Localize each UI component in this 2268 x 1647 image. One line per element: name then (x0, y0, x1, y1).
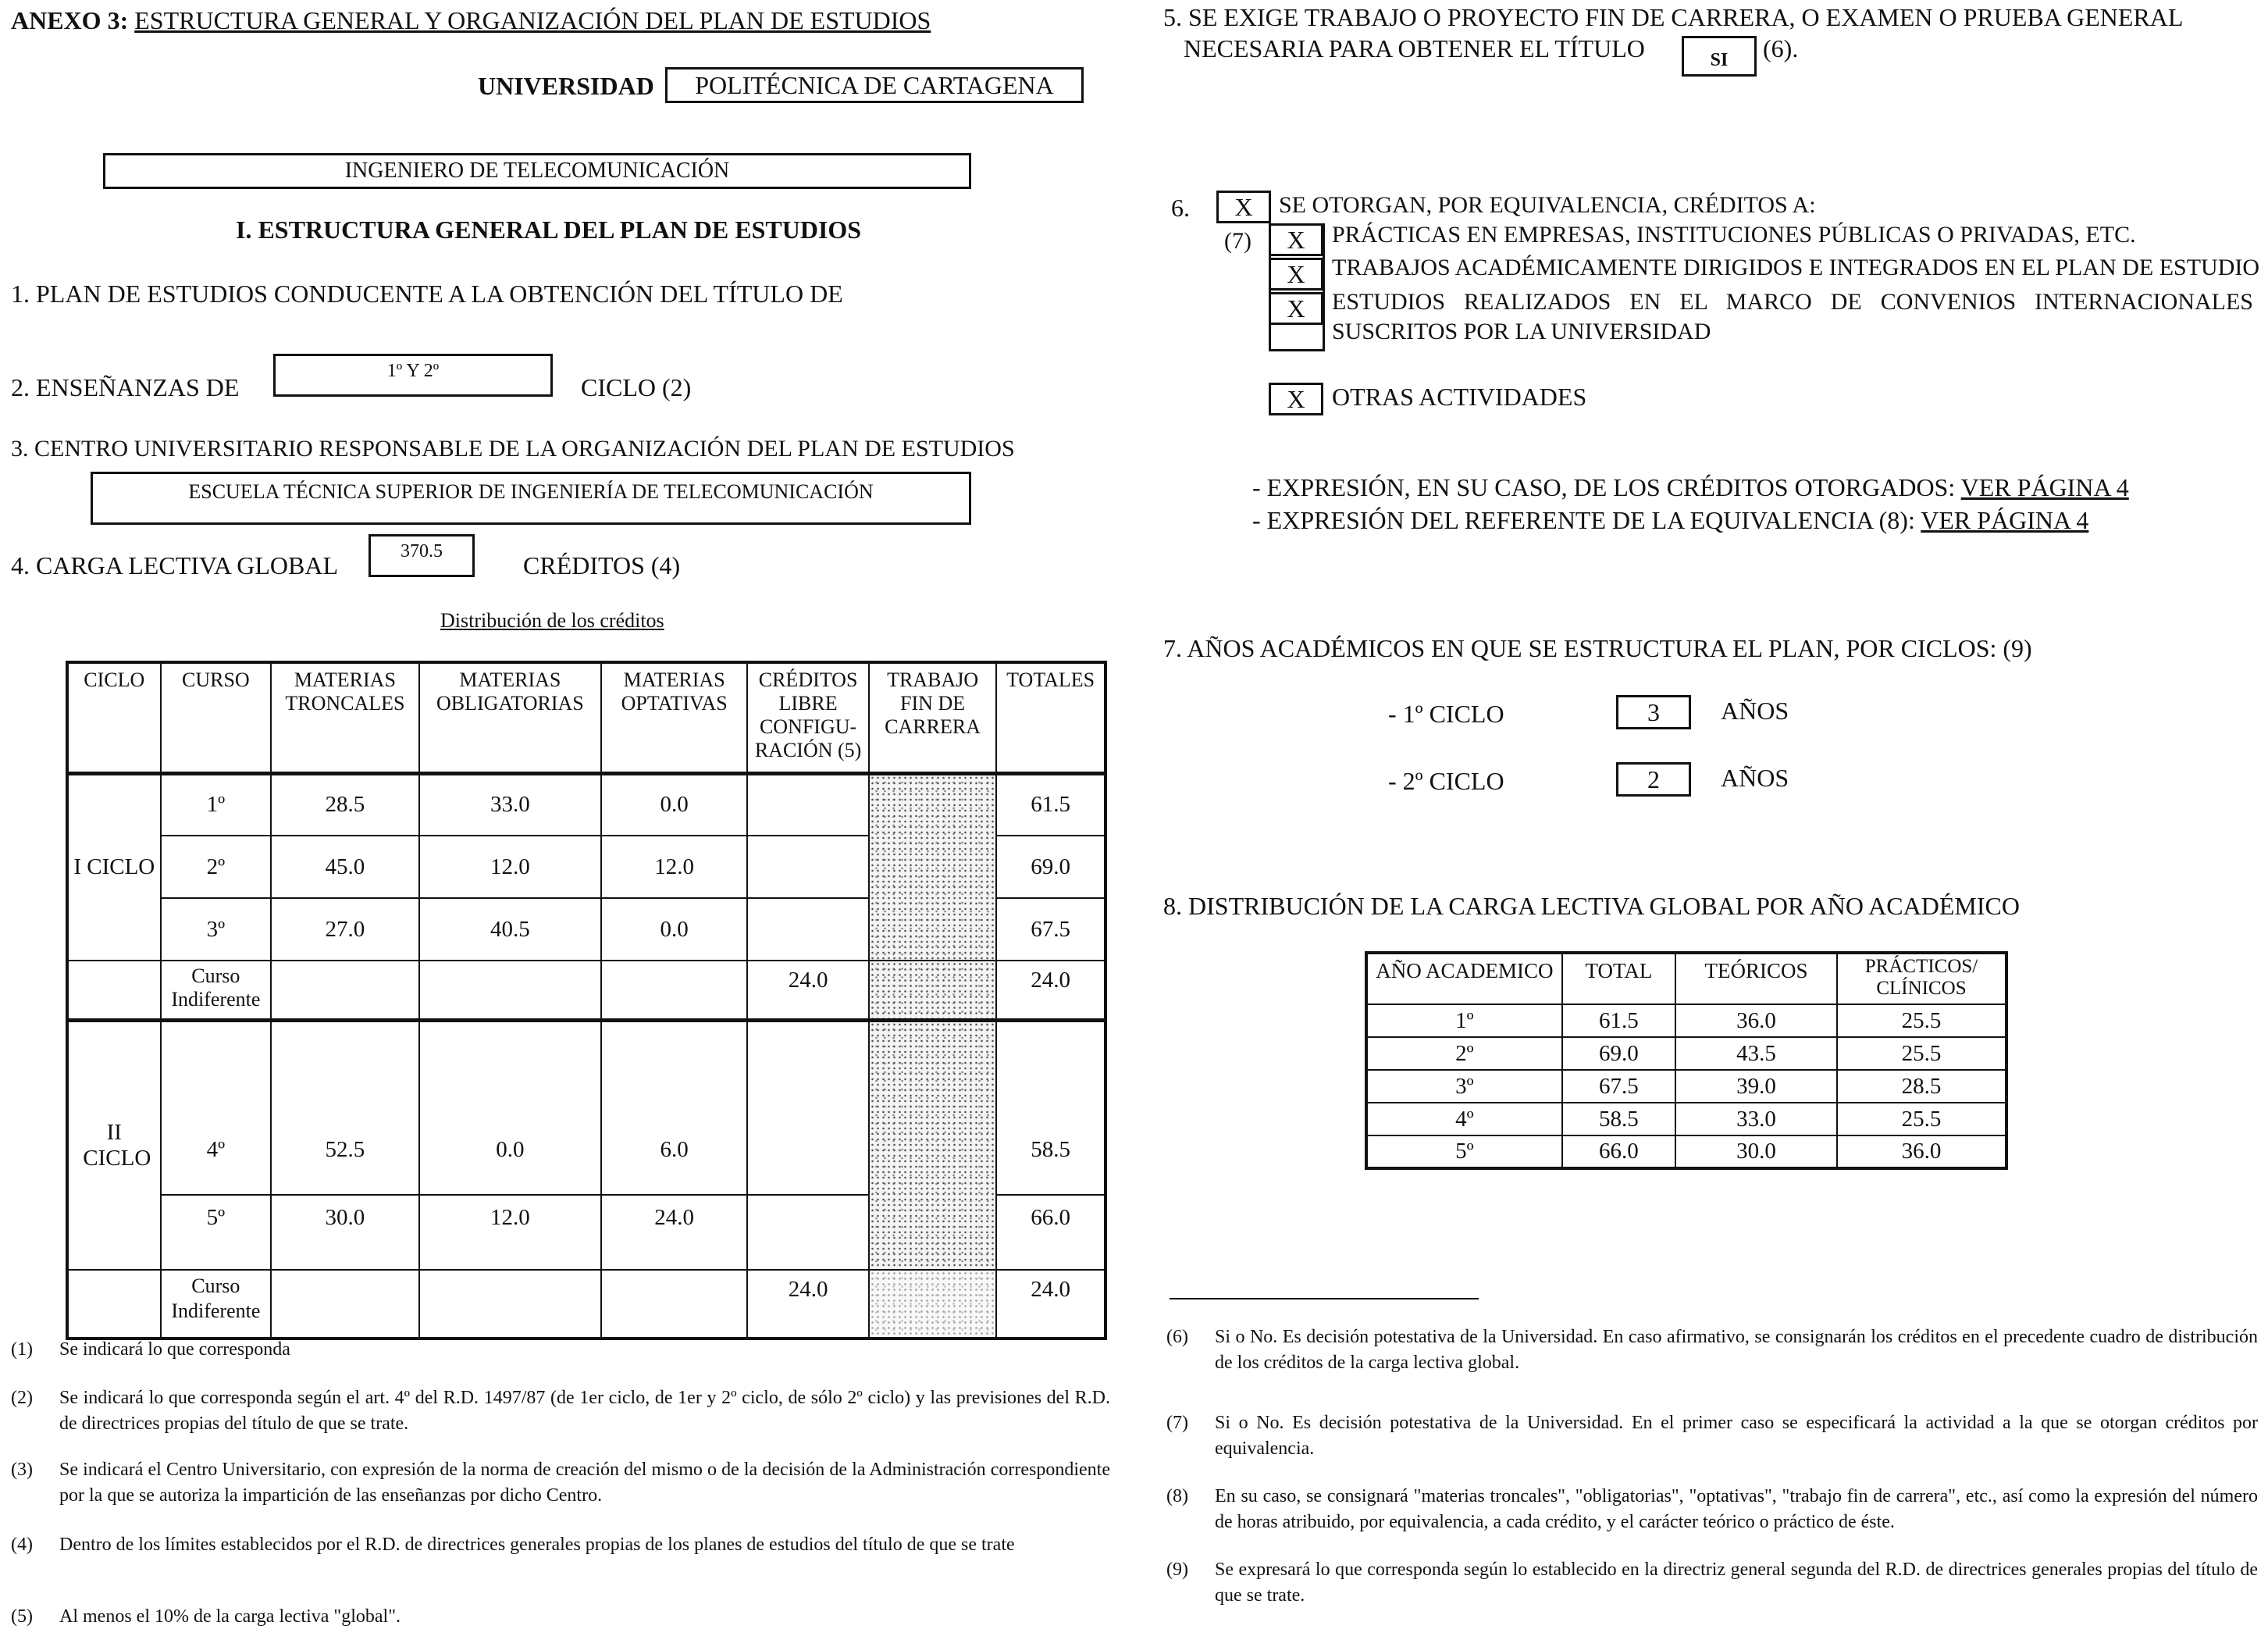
table-row (67, 1020, 1106, 1195)
equivalence-label: SE OTORGAN, POR EQUIVALENCIA, CRÉDITOS A: (1279, 192, 1816, 218)
teoricos-cell: 30.0 (1675, 1135, 1837, 1168)
annex-label: ANEXO 3: (11, 6, 129, 34)
university-field (665, 67, 1084, 103)
obligatorias-cell: 12.0 (419, 836, 601, 898)
troncales-cell: 45.0 (271, 836, 418, 898)
table-row (67, 1270, 1106, 1339)
header-totales: TOTALES (996, 662, 1106, 773)
year-cell: 4º (1366, 1103, 1562, 1135)
footnote-8 (1166, 1484, 2259, 1538)
footnote-number: (2) (11, 1388, 33, 1408)
footnote-2 (11, 1385, 1110, 1440)
year-table (1365, 951, 2008, 1170)
option-mark: X (1287, 225, 1305, 254)
item5-line1: 5. SE EXIGE TRABAJO O PROYECTO FIN DE CARRERA, O EXAMEN O PRUEBA GENERAL (1163, 3, 2184, 31)
option-mark: X (1287, 384, 1305, 413)
optativas-cell (601, 961, 747, 1020)
total-cell: 69.0 (1562, 1037, 1675, 1070)
table-row (67, 773, 1106, 836)
curso-cell: 4º (161, 1020, 272, 1195)
troncales-cell: 52.5 (271, 1020, 418, 1195)
center-field (91, 472, 971, 525)
item4-label: 4. CARGA LECTIVA GLOBAL (11, 551, 338, 579)
footnote-text: En su caso, se consignará "materias troncales", "obligatorias", "optativas", "trabajo fin de carrera", etc., así como la expresión del número de horas atribuido, por equivalencia, a cada crédito, y el carácter teórico o práctico de éste. (1215, 1486, 2258, 1532)
footnote-4 (11, 1532, 1104, 1587)
equivalence-checkbox[interactable] (1216, 191, 1271, 223)
practicos-cell: 25.5 (1837, 1004, 2006, 1037)
header-libre: CRÉDITOS LIBRE CONFIGU- RACIÓN (5) (747, 662, 869, 773)
footnote-text: Se indicará el Centro Universitario, con expresión de la norma de creación del mismo o de la decisión de la Administración correspondiente por la que se autoriza la impartición de las enseñanzas por dicho Centro. (59, 1460, 1110, 1506)
total-cell: 58.5 (1562, 1103, 1675, 1135)
cycle2-unit: AÑOS (1721, 764, 1789, 792)
footnote-number: (1) (11, 1339, 33, 1360)
header-ano: AÑO ACADEMICO (1366, 953, 1562, 1004)
cycle2-years-value: 2 (1647, 765, 1660, 793)
ciclo2-label: II CICLO (83, 1119, 151, 1171)
option-otras-label: OTRAS ACTIVIDADES (1332, 383, 1587, 411)
footnote-6 (1166, 1324, 2259, 1379)
item5-suffix: (6). (1763, 34, 1799, 62)
table-row (1366, 1037, 2006, 1070)
footnote-text: Si o No. Es decisión potestativa de la Universidad. En caso afirmativo, se consignarán los créditos en el precedente cuadro de distribución de los créditos de la carga lectiva global. (1215, 1327, 2258, 1373)
final-project-field (1682, 36, 1757, 77)
option-estudios-checkbox[interactable] (1269, 292, 1323, 325)
optativas-cell: 0.0 (601, 773, 747, 836)
annex-heading (11, 6, 931, 35)
obligatorias-cell: 40.5 (419, 898, 601, 961)
optativas-cell: 24.0 (601, 1195, 747, 1270)
curso-cell: Curso Indiferente (161, 961, 272, 1020)
item8-label: 8. DISTRIBUCIÓN DE LA CARGA LECTIVA GLOBAL POR AÑO ACADÉMICO (1163, 892, 2020, 920)
center-value: ESCUELA TÉCNICA SUPERIOR DE INGENIERÍA DE TELECOMUNICACIÓN (188, 480, 874, 503)
obligatorias-cell (419, 1270, 601, 1339)
table-row (1366, 1135, 2006, 1168)
table-row (67, 961, 1106, 1020)
expr1-label: - EXPRESIÓN, EN SU CASO, DE LOS CRÉDITOS OTORGADOS: (1252, 473, 1956, 501)
credits-table-caption: Distribución de los créditos (440, 609, 664, 632)
expr2-label: - EXPRESIÓN DEL REFERENTE DE LA EQUIVALENCIA (8): (1252, 506, 1915, 534)
item1-label: 1. PLAN DE ESTUDIOS CONDUCENTE A LA OBTENCIÓN DEL TÍTULO DE (11, 280, 843, 308)
libre-cell (747, 1195, 869, 1270)
options-bracket-bottom (1269, 349, 1325, 351)
ciclo1-cell: I CICLO (67, 773, 161, 961)
header-teoricos: TEÓRICOS (1675, 953, 1837, 1004)
total-cell: 67.5 (1562, 1070, 1675, 1103)
option-mark: X (1287, 259, 1305, 288)
table-row (1366, 1070, 2006, 1103)
table-row (1366, 1103, 2006, 1135)
footnote-number: (7) (1166, 1413, 1188, 1433)
table-row (1366, 1004, 2006, 1037)
curso-cell: Curso Indiferente (161, 1270, 272, 1339)
credits-total-field (369, 534, 475, 577)
ciclo1-empty-cell (67, 961, 161, 1020)
libre-cell: 24.0 (747, 961, 869, 1020)
footnote-text: Si o No. Es decisión potestativa de la Universidad. En el primer caso se especificará la actividad a la que se otorgan créditos por equivalencia. (1215, 1413, 2258, 1459)
header-obligatorias: MATERIAS OBLIGATORIAS (419, 662, 601, 773)
expr1-link[interactable]: VER PÁGINA 4 (1960, 473, 2129, 501)
university-label: UNIVERSIDAD (478, 72, 654, 100)
totales-cell: 69.0 (996, 836, 1106, 898)
optativas-cell: 0.0 (601, 898, 747, 961)
footnote-text: Al menos el 10% de la carga lectiva "global". (59, 1606, 401, 1627)
cycle1-label: - 1º CICLO (1388, 700, 1504, 728)
libre-cell (747, 1020, 869, 1195)
expr2-link[interactable]: VER PÁGINA 4 (1921, 506, 2089, 534)
item2-label: 2. ENSEÑANZAS DE (11, 373, 240, 401)
troncales-cell: 30.0 (271, 1195, 418, 1270)
curso-cell: 3º (161, 898, 272, 961)
header-practicos: PRÁCTICOS/ CLÍNICOS (1837, 953, 2006, 1004)
troncales-cell (271, 961, 418, 1020)
practicos-cell: 36.0 (1837, 1135, 2006, 1168)
practicos-cell: 25.5 (1837, 1103, 2006, 1135)
footnote-9 (1166, 1557, 2259, 1612)
troncales-cell: 27.0 (271, 898, 418, 961)
libre-cell: 24.0 (747, 1270, 869, 1339)
final-project-value: SI (1710, 50, 1729, 70)
footnote-number: (4) (11, 1535, 33, 1555)
total-cell: 66.0 (1562, 1135, 1675, 1168)
cycle1-unit: AÑOS (1721, 697, 1789, 725)
footnote-7 (1166, 1410, 2259, 1465)
header-trabajo: TRABAJO FIN DE CARRERA (869, 662, 996, 773)
trabajo-shaded-cell (869, 1020, 996, 1270)
item2-suffix: CICLO (2) (581, 373, 692, 401)
footnote-number: (5) (11, 1606, 33, 1627)
footnote-text: Se expresará lo que corresponda según lo establecido en la directriz general segunda del R.D. de directrices generales propias del título de que se trate. (1215, 1560, 2258, 1606)
trabajo-shaded-cell (869, 961, 996, 1020)
footnote-3 (11, 1457, 1110, 1512)
cycles-field (273, 354, 553, 397)
curso-cell: 5º (161, 1195, 272, 1270)
degree-field (103, 153, 971, 189)
obligatorias-cell: 0.0 (419, 1020, 601, 1195)
footnote-number: (9) (1166, 1560, 1188, 1580)
footnote-divider (1170, 1298, 1479, 1299)
year-cell: 1º (1366, 1004, 1562, 1037)
footnote-number: (3) (11, 1460, 33, 1480)
totales-cell: 58.5 (996, 1020, 1106, 1195)
total-cell: 61.5 (1562, 1004, 1675, 1037)
header-troncales: MATERIAS TRONCALES (271, 662, 418, 773)
item3-label: 3. CENTRO UNIVERSITARIO RESPONSABLE DE LA ORGANIZACIÓN DEL PLAN DE ESTUDIOS (11, 436, 1015, 462)
year-table-header (1366, 953, 2006, 1004)
credits-total-value: 370.5 (401, 541, 443, 561)
footnote-number: (8) (1166, 1486, 1188, 1506)
ciclo2-cell (67, 1020, 161, 1270)
footnote-text: Se indicará lo que corresponda según el art. 4º del R.D. 1497/87 (de 1er ciclo, de 1er y 2º ciclo, de sólo 2º ciclo) y las previsiones del R.D. de directrices propias del título de que se trate. (59, 1388, 1110, 1434)
footnote-number: (6) (1166, 1327, 1188, 1347)
header-ciclo: CICLO (67, 662, 161, 773)
option-trabajos-checkbox[interactable] (1269, 258, 1323, 291)
option-estudios-label-2: SUSCRITOS POR LA UNIVERSIDAD (1332, 319, 1711, 344)
option-practicas-label: PRÁCTICAS EN EMPRESAS, INSTITUCIONES PÚBLICAS O PRIVADAS, ETC. (1332, 222, 2136, 248)
libre-cell (747, 898, 869, 961)
year-cell: 3º (1366, 1070, 1562, 1103)
footnote-1 (11, 1337, 1104, 1368)
section-title: I. ESTRUCTURA GENERAL DEL PLAN DE ESTUDIOS (236, 216, 862, 244)
optativas-cell: 12.0 (601, 836, 747, 898)
curso-cell: 1º (161, 773, 272, 836)
totales-cell: 66.0 (996, 1195, 1106, 1270)
year-cell: 2º (1366, 1037, 1562, 1070)
header-curso: CURSO (161, 662, 272, 773)
totales-cell: 24.0 (996, 1270, 1106, 1339)
libre-cell (747, 836, 869, 898)
cycles-value: 1º Y 2º (386, 361, 440, 381)
annex-title: ESTRUCTURA GENERAL Y ORGANIZACIÓN DEL PLAN DE ESTUDIOS (134, 6, 931, 34)
teoricos-cell: 33.0 (1675, 1103, 1837, 1135)
obligatorias-cell: 12.0 (419, 1195, 601, 1270)
teoricos-cell: 36.0 (1675, 1004, 1837, 1037)
year-cell: 5º (1366, 1135, 1562, 1168)
optativas-cell (601, 1270, 747, 1339)
item4-suffix: CRÉDITOS (4) (523, 551, 681, 579)
university-value: POLITÉCNICA DE CARTAGENA (695, 70, 1054, 99)
totales-cell: 24.0 (996, 961, 1106, 1020)
optativas-cell: 6.0 (601, 1020, 747, 1195)
cycle2-years-field (1616, 762, 1691, 797)
item5-line2: NECESARIA PARA OBTENER EL TÍTULO (1184, 34, 1645, 62)
curso-cell: 2º (161, 836, 272, 898)
cycle2-label: - 2º CICLO (1388, 767, 1504, 795)
troncales-cell: 28.5 (271, 773, 418, 836)
obligatorias-cell: 33.0 (419, 773, 601, 836)
footnote-text: Se indicará lo que corresponda (59, 1339, 290, 1360)
option-mark: X (1287, 294, 1305, 323)
troncales-cell (271, 1270, 418, 1339)
equivalence-mark: X (1234, 192, 1253, 221)
option-trabajos-label: TRABAJOS ACADÉMICAMENTE DIRIGIDOS E INTEGRADOS EN EL PLAN DE ESTUDIO (1332, 255, 2260, 280)
option-estudios-label: ESTUDIOS REALIZADOS EN EL MARCO DE CONVENIOS INTERNACIONALES (1332, 289, 2253, 315)
teoricos-cell: 43.5 (1675, 1037, 1837, 1070)
header-optativas: MATERIAS OPTATIVAS (601, 662, 747, 773)
item6-number: 6. (1171, 194, 1190, 222)
obligatorias-cell (419, 961, 601, 1020)
option-otras-checkbox[interactable] (1269, 383, 1323, 415)
expr2-line (1252, 506, 2088, 535)
credits-table (66, 661, 1107, 1340)
option-practicas-checkbox[interactable] (1269, 223, 1323, 256)
libre-cell (747, 773, 869, 836)
ciclo2-empty-cell (67, 1270, 161, 1339)
totales-cell: 67.5 (996, 898, 1106, 961)
trabajo-shaded-cell (869, 1270, 996, 1339)
cycle1-years-value: 3 (1647, 697, 1660, 726)
teoricos-cell: 39.0 (1675, 1070, 1837, 1103)
totales-cell: 61.5 (996, 773, 1106, 836)
header-total: TOTAL (1562, 953, 1675, 1004)
cycle1-years-field (1616, 695, 1691, 729)
expr1-line (1252, 473, 2129, 502)
footnote-5 (11, 1604, 1104, 1635)
item7-label: 7. AÑOS ACADÉMICOS EN QUE SE ESTRUCTURA EL PLAN, POR CICLOS: (9) (1163, 634, 2032, 662)
footnote-text: Dentro de los límites establecidos por el R.D. de directrices generales propias de los planes de estudios del título de que se trate (59, 1535, 1015, 1555)
trabajo-shaded-cell (869, 773, 996, 961)
practicos-cell: 28.5 (1837, 1070, 2006, 1103)
degree-value: INGENIERO DE TELECOMUNICACIÓN (344, 159, 730, 183)
item6-note: (7) (1224, 228, 1251, 254)
practicos-cell: 25.5 (1837, 1037, 2006, 1070)
credits-table-header (67, 662, 1106, 773)
